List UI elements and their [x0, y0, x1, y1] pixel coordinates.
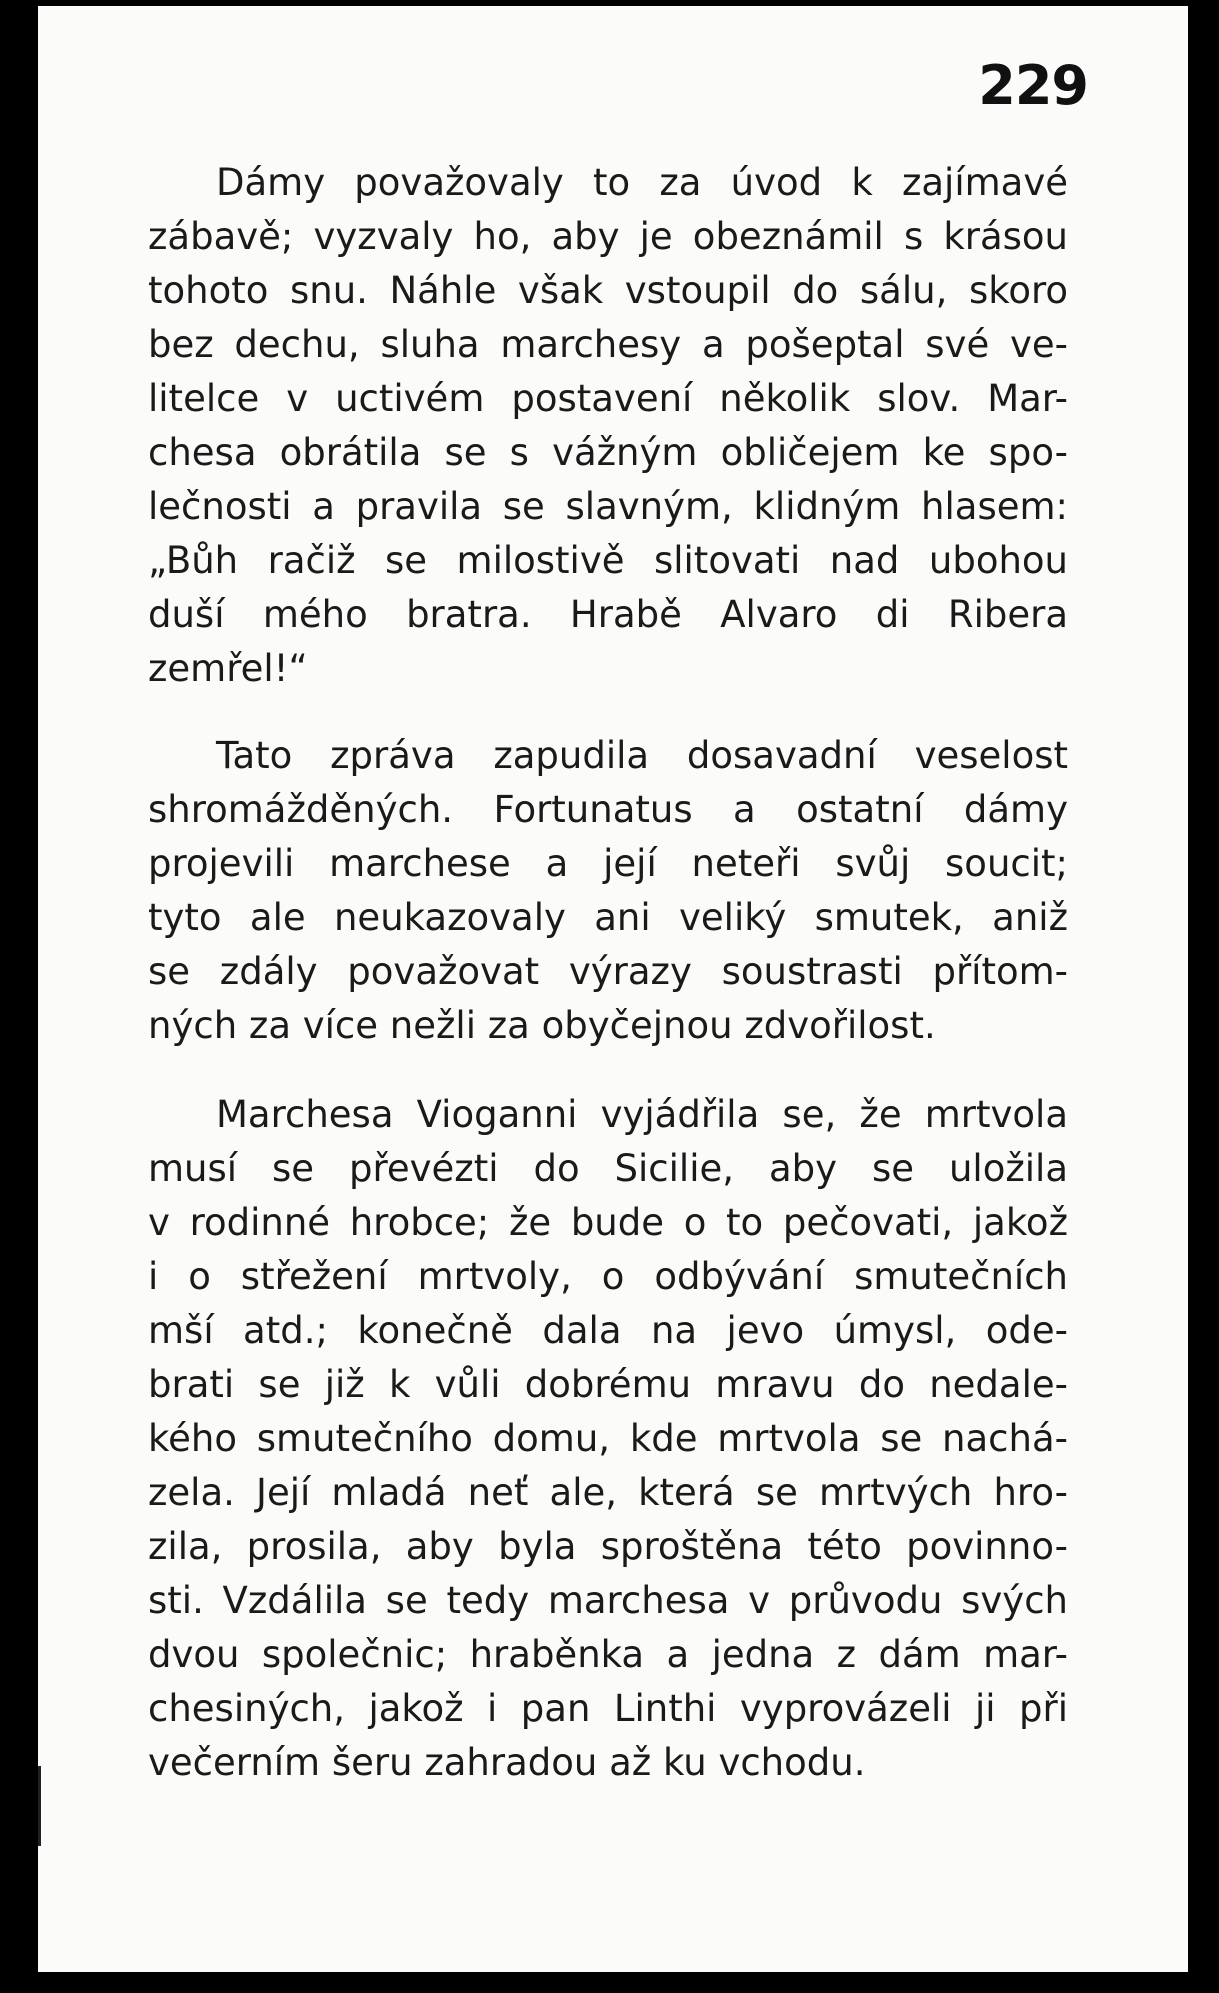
- paragraph-2: [148, 729, 1068, 1053]
- text-line: v rodinné hrobce; že bude o to pečovati, jakož: [148, 1201, 1068, 1244]
- scan-gutter-mark: [38, 1766, 41, 1846]
- text-line: shromážděných. Fortunatus a ostatní dámy: [148, 788, 1068, 831]
- text-line: ných za více nežli za obyčejnou zdvořilost.: [148, 1004, 936, 1047]
- text-line: sti. Vzdálila se tedy marchesa v průvodu svých: [148, 1579, 1068, 1622]
- text-line: kého smutečního domu, kde mrtvola se nachá-: [148, 1417, 1068, 1460]
- text-line: duší mého bratra. Hrabě Alvaro di Ribera: [148, 593, 1068, 636]
- paragraph-3: [148, 1088, 1068, 1790]
- text-line: mší atd.; konečně dala na jevo úmysl, ode-: [148, 1309, 1068, 1352]
- text-line: brati se již k vůli dobrému mravu do nedale-: [148, 1363, 1068, 1406]
- text-line: dvou společnic; hraběnka a jedna z dám mar-: [148, 1633, 1068, 1676]
- text-line: večerním šeru zahradou až ku vchodu.: [148, 1741, 866, 1784]
- text-line: musí se převézti do Sicilie, aby se uložila: [148, 1147, 1068, 1190]
- text-line: bez dechu, sluha marchesy a pošeptal své ve-: [148, 323, 1068, 366]
- text-line: tyto ale neukazovaly ani veliký smutek, aniž: [148, 896, 1068, 939]
- text-line: „Bůh račiž se milostivě slitovati nad ubohou: [148, 539, 1068, 582]
- text-line: lečnosti a pravila se slavným, klidným hlasem:: [148, 485, 1068, 528]
- text-line: Marchesa Vioganni vyjádřila se, že mrtvola: [216, 1093, 1068, 1136]
- text-line: i o střežení mrtvoly, o odbývání smutečních: [148, 1255, 1068, 1298]
- text-line: zemřel!“: [148, 647, 308, 690]
- text-line: tohoto snu. Náhle však vstoupil do sálu, skoro: [148, 269, 1068, 312]
- text-line: Dámy považovaly to za úvod k zajímavé: [216, 161, 1068, 204]
- text-line: chesiných, jakož i pan Linthi vyprovázeli ji při: [148, 1687, 1068, 1730]
- text-line: zábavě; vyzvaly ho, aby je obeznámil s krásou: [148, 215, 1068, 258]
- text-line: projevili marchese a její neteři svůj soucit;: [148, 842, 1068, 885]
- page-number: 229: [978, 54, 1088, 117]
- text-line: Tato zpráva zapudila dosavadní veselost: [216, 734, 1068, 777]
- text-line: zela. Její mladá neť ale, která se mrtvých hro-: [148, 1471, 1068, 1514]
- paragraph-1: [148, 156, 1068, 696]
- text-line: chesa obrátila se s vážným obličejem ke spo-: [148, 431, 1068, 474]
- text-line: zila, prosila, aby byla sproštěna této povinno-: [148, 1525, 1068, 1568]
- text-line: litelce v uctivém postavení několik slov. Mar-: [148, 377, 1068, 420]
- book-page: [38, 6, 1188, 1972]
- text-line: se zdály považovat výrazy soustrasti přítom-: [148, 950, 1068, 993]
